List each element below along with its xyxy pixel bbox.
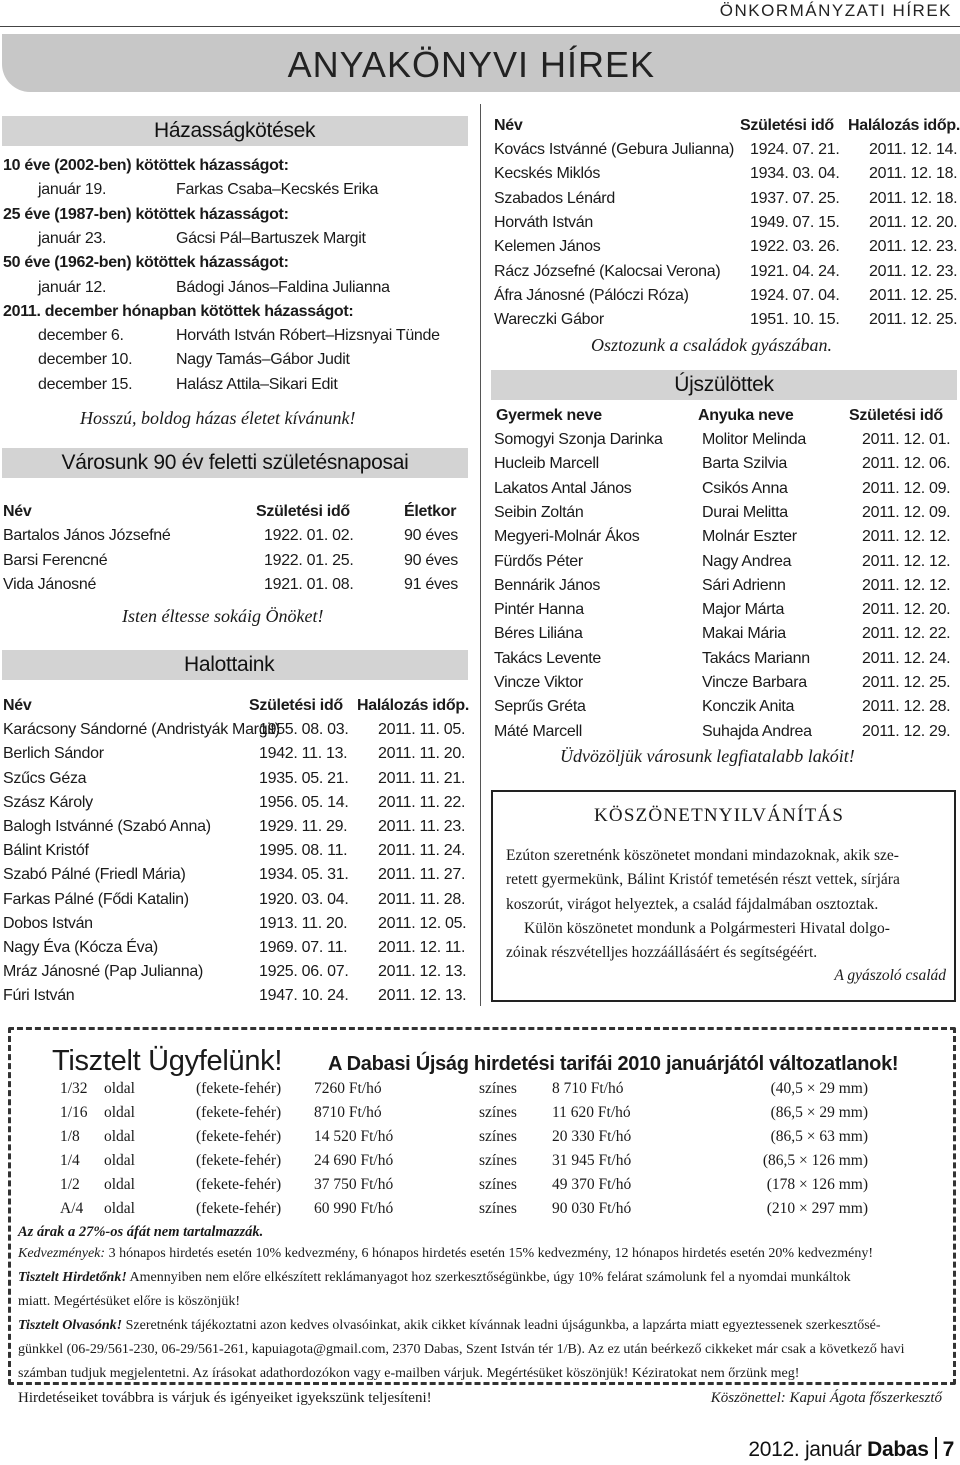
section-label: ÖNKORMÁNYZATI HÍREK: [719, 1, 952, 20]
ad-tariff-cell: 1/4: [60, 1152, 80, 1169]
deceased-col-header: Halálozás időp.: [357, 697, 469, 714]
column-divider: [480, 104, 481, 1006]
ad-tariff-cell: (86,5 × 63 mm): [770, 1128, 868, 1145]
ads-reader: [18, 1316, 881, 1336]
deceased-cont-cell: 2011. 12. 14.: [869, 141, 958, 158]
marriages-heading: [2, 116, 468, 146]
deceased-col-header: Születési idő: [249, 697, 343, 714]
marriage-date: december 6.: [38, 327, 124, 345]
marriage-date: január 12.: [38, 278, 107, 296]
newborn-cell: Konczik Anita: [702, 698, 795, 716]
marriage-names: Nagy Tamás–Gábor Judit: [176, 351, 350, 369]
newborn-cell: Seibin Zoltán: [494, 503, 584, 521]
birthday-col-header: Életkor: [404, 503, 457, 520]
ad-tariff-cell: (210 × 297 mm): [766, 1200, 868, 1217]
marriage-names: Horváth István Róbert–Hizsnyai Tünde: [176, 327, 440, 345]
marriages-title: Házasságkötések: [154, 119, 316, 142]
ad-tariff-cell: (86,5 × 29 mm): [770, 1104, 868, 1121]
newborn-cell: 2011. 12. 12.: [862, 552, 951, 570]
newborn-cell: Somogyi Szonja Darinka: [494, 431, 663, 448]
ad-tariff-cell: oldal: [104, 1080, 135, 1097]
deceased-cont-cell: 1922. 03. 26.: [750, 238, 840, 256]
discount-text: 3 hónapos hirdetés esetén 10% kedvezmény, 6 hónapos hirdetés esetén 15% kedvezmény, 12 hónapos hirdetés esetén 20% kedvezmény!: [108, 1246, 874, 1261]
deceased-cell: 1969. 07. 11.: [259, 939, 348, 956]
ad-tariff-cell: 8 710 Ft/hó: [552, 1080, 624, 1097]
ad-tariff-cell: színes: [479, 1080, 517, 1097]
thanks-line: Külön köszönetet mondunk a Polgármesteri Hivatal dolgo-: [524, 919, 890, 937]
discount-label: Kedvezmények:: [18, 1246, 106, 1261]
reader-text-1: Szeretnénk tájékoztatni azon kedves olvasóinkat, akik cikket kívánnak leadni újságunkba, a lapzárta miatt egyeztessenek szerkesztősé-: [125, 1318, 881, 1333]
ad-tariff-cell: oldal: [104, 1176, 135, 1193]
deceased-cell: 2011. 11. 22.: [378, 793, 466, 811]
deceased-cont-cell: 1937. 07. 25.: [750, 189, 840, 207]
deceased-cell: 2011. 11. 20.: [378, 745, 466, 763]
newborn-cell: Major Márta: [702, 601, 785, 619]
deceased-cont-cell: 1921. 04. 24.: [750, 262, 840, 280]
newborn-cell: Máté Marcell: [494, 722, 582, 740]
newborn-cell: Takács Levente: [494, 649, 601, 667]
ad-tariff-cell: A/4: [60, 1200, 84, 1217]
newborn-cell: Megyeri-Molnár Ákos: [494, 528, 640, 546]
ad-tariff-cell: (178 × 126 mm): [766, 1176, 868, 1193]
newborns-title: Újszülöttek: [674, 373, 774, 396]
deceased-cell: 2011. 12. 13.: [378, 963, 467, 981]
deceased-cont-col-header: Halálozás időp.: [848, 117, 960, 134]
marriage-date: január 19.: [38, 181, 107, 199]
deceased-cell: 1913. 11. 20.: [259, 914, 348, 932]
ads-reader-3: számban tudjuk megjelentetni. Az írásokat adathordozókon vagy e-mailben várjuk. Megértésüket köszönjük! Kéziratokat nem őrzünk meg!: [18, 1366, 800, 1381]
newborns-wish: Üdvözöljük városunk legfiatalabb lakóit!: [560, 746, 855, 766]
newborn-cell: Molnár Eszter: [702, 528, 797, 546]
ads-closing: Hirdetéseiket továbbra is várjuk és igényeiket igyekszünk teljesíteni!: [18, 1390, 432, 1406]
newborn-cell: 2011. 12. 28.: [862, 698, 951, 716]
newborn-cell: Nagy Andrea: [702, 552, 792, 570]
deceased-cell: 2011. 11. 21.: [378, 769, 466, 787]
ad-tariff-cell: 37 750 Ft/hó: [314, 1176, 394, 1193]
marriage-group-heading: 50 éve (1962-ben) kötöttek házasságot:: [3, 254, 289, 272]
newborns-col-header: Gyermek neve: [496, 407, 602, 424]
page-number: 7: [942, 1438, 954, 1461]
newborn-cell: Hucleib Marcell: [494, 455, 599, 473]
ad-tariff-cell: (fekete-fehér): [196, 1128, 282, 1145]
ad-tariff-cell: színes: [479, 1176, 517, 1193]
birthday-col-header: Születési idő: [256, 503, 350, 520]
deceased-cont-cell: 2011. 12. 18.: [869, 165, 958, 183]
ad-tariff-cell: (86,5 × 126 mm): [762, 1152, 868, 1169]
deceased-cell: Mráz Jánosné (Pap Julianna): [3, 963, 204, 981]
deceased-cont-cell: 1924. 07. 21.: [750, 141, 840, 158]
newborn-cell: Barta Szilvia: [702, 455, 788, 473]
deceased-cont-cell: Kelemen János: [494, 238, 601, 256]
newborn-cell: Suhajda Andrea: [702, 722, 812, 740]
newborns-col-header: Születési idő: [849, 407, 943, 424]
deceased-cell: 1956. 05. 14.: [259, 793, 349, 811]
ad-tariff-cell: 60 990 Ft/hó: [314, 1200, 394, 1217]
ad-tariff-cell: 31 945 Ft/hó: [552, 1152, 632, 1169]
ad-tariff-cell: oldal: [104, 1200, 135, 1217]
newborn-cell: Vincze Barbara: [702, 674, 807, 691]
deceased-col-header: Név: [3, 697, 32, 714]
deceased-cell: Dobos István: [3, 914, 93, 932]
deceased-cell: 1920. 03. 04.: [259, 890, 349, 908]
newborn-cell: 2011. 12. 01.: [862, 431, 951, 448]
birthday-cell: 91 éves: [404, 575, 458, 593]
ad-tariff-cell: 1/32: [60, 1080, 88, 1097]
ads-advertiser: [18, 1268, 851, 1288]
thanks-line: koszorút, virágot helyeztek, a család fájdalmában osztoztak.: [506, 895, 879, 913]
birthday-col-header: Név: [3, 503, 32, 520]
deceased-cont-cell: 2011. 12. 23.: [869, 262, 958, 280]
newborn-cell: 2011. 12. 06.: [862, 455, 951, 473]
ad-tariff-cell: (40,5 × 29 mm): [770, 1080, 868, 1097]
thanks-line: zóinak részvételljes hozzáállásáért és segítségéért.: [506, 944, 818, 962]
newborn-cell: 2011. 12. 25.: [862, 674, 951, 691]
newborn-cell: Seprűs Gréta: [494, 698, 586, 716]
deceased-cell: 2011. 11. 28.: [378, 890, 466, 908]
birthdays-heading: [2, 448, 468, 478]
deceased-cont-cell: Kecskés Miklós: [494, 165, 601, 183]
birthday-cell: Vida Jánosné: [3, 575, 97, 593]
deceased-cont-cell: Áfra Jánosné (Pálóczi Róza): [494, 286, 689, 304]
ads-editor: Köszönettel: Kapui Ágota főszerkesztő: [710, 1390, 942, 1406]
page-title: ANYAKÖNYVI HÍREK: [287, 44, 655, 85]
marriages-wish: Hosszú, boldog házas életet kívánunk!: [80, 408, 356, 428]
marriage-names: Gácsi Pál–Bartuszek Margit: [176, 229, 366, 247]
newborn-cell: Lakatos Antal János: [494, 479, 632, 497]
newborns-heading: [491, 370, 957, 400]
deceased-cell: Balogh Istvánné (Szabó Anna): [3, 818, 211, 835]
newborn-cell: Csikós Anna: [702, 479, 788, 497]
ad-tariff-cell: 90 030 Ft/hó: [552, 1200, 632, 1217]
ad-tariff-cell: oldal: [104, 1104, 135, 1121]
marriage-date: január 23.: [38, 229, 107, 247]
deceased-cont-cell: Kovács Istvánné (Gebura Julianna): [494, 141, 735, 158]
ad-tariff-cell: színes: [479, 1200, 517, 1217]
birthday-cell: 90 éves: [404, 551, 458, 569]
advertiser-text-1: Amennyiben nem előre elkészített reklámanyagot hoz szerkesztőségünkbe, úgy 10% felárat számolunk fel a nyomdai munkáltok: [129, 1270, 851, 1285]
deceased-cell: Karácsony Sándorné (Andristyák Margit): [3, 721, 280, 739]
ad-tariff-cell: (fekete-fehér): [196, 1104, 282, 1121]
ads-headline: A Dabasi Újság hirdetési tarifái 2010 januárjától változatlanok!: [328, 1053, 899, 1075]
deceased-cell: Szász Károly: [3, 793, 93, 811]
deceased-cell: 1955. 08. 03.: [259, 721, 349, 739]
deceased-heading: [2, 650, 468, 680]
ad-tariff-cell: 11 620 Ft/hó: [552, 1104, 631, 1121]
ads-reader-2: günkkel (06-29/561-230, 06-29/561-261, kapuiagota@gmail.com, 2370 Dabas, Szent István tér 1/B). Az ez után beérkező cikkeket már csak a következő havi: [18, 1342, 905, 1357]
newborn-cell: 2011. 12. 24.: [862, 649, 951, 667]
newborn-cell: Sári Adrienn: [702, 576, 786, 594]
newborn-cell: Pintér Hanna: [494, 601, 584, 619]
deceased-cell: Fúri István: [3, 987, 75, 1005]
deceased-cont-col-header: Név: [494, 117, 523, 134]
birthday-cell: 1921. 01. 08.: [264, 575, 354, 593]
ad-tariff-cell: (fekete-fehér): [196, 1176, 282, 1193]
deceased-cont-cell: Horváth István: [494, 213, 593, 231]
marriage-date: december 15.: [38, 375, 133, 393]
birthdays-title: Városunk 90 év feletti születésnaposai: [61, 451, 409, 474]
birthday-cell: 1922. 01. 25.: [264, 551, 354, 569]
thanks-line: retett gyermekünk, Bálint Kristóf temetésén részt vettek, sírjára: [506, 871, 900, 889]
marriage-group-heading: 25 éve (1987-ben) kötöttek házasságot:: [3, 205, 289, 223]
marriage-group-heading: 10 éve (2002-ben) kötöttek házasságot:: [3, 157, 289, 174]
deceased-cont-cell: 1924. 07. 04.: [750, 286, 840, 304]
deceased-cont-cell: 1951. 10. 15.: [750, 311, 840, 329]
deceased-cell: 2011. 12. 13.: [378, 987, 467, 1005]
newborn-cell: 2011. 12. 09.: [862, 479, 951, 497]
deceased-cont-cell: 2011. 12. 18.: [869, 189, 958, 207]
newborn-cell: 2011. 12. 12.: [862, 576, 951, 594]
deceased-cell: 1942. 11. 13.: [259, 745, 348, 763]
ad-tariff-cell: 1/2: [60, 1176, 80, 1193]
deceased-cell: 1929. 11. 29.: [259, 818, 348, 835]
reader-label: Tisztelt Olvasónk!: [18, 1318, 123, 1333]
ad-tariff-cell: színes: [479, 1152, 517, 1169]
newborn-cell: 2011. 12. 22.: [862, 625, 951, 643]
newborn-cell: 2011. 12. 20.: [862, 601, 951, 619]
deceased-cont-cell: 2011. 12. 23.: [869, 238, 958, 256]
birthday-cell: 1922. 01. 02.: [264, 527, 354, 545]
deceased-cont-cell: 2011. 12. 25.: [869, 286, 958, 304]
ad-tariff-cell: színes: [479, 1128, 517, 1145]
birthday-cell: Barsi Ferencné: [3, 551, 108, 569]
marriage-names: Farkas Csaba–Kecskés Erika: [176, 181, 379, 199]
newborn-cell: Makai Mária: [702, 625, 786, 643]
ad-tariff-cell: 1/16: [60, 1104, 88, 1121]
birthday-cell: Bartalos János Józsefné: [3, 527, 171, 545]
deceased-title: Halottaink: [184, 653, 275, 676]
deceased-cont-cell: 2011. 12. 20.: [869, 213, 958, 231]
ad-tariff-cell: 7260 Ft/hó: [314, 1080, 382, 1097]
deceased-cell: Farkas Pálné (Fődi Katalin): [3, 890, 189, 908]
footer-separator: [935, 1437, 937, 1459]
deceased-cell: 2011. 12. 11.: [378, 939, 466, 956]
thanks-title: KÖSZÖNETNYILVÁNÍTÁS: [594, 805, 845, 826]
ads-discount: [18, 1244, 873, 1264]
newborn-cell: Molitor Melinda: [702, 431, 806, 448]
newborn-cell: Béres Liliána: [494, 625, 583, 643]
ad-tariff-cell: (fekete-fehér): [196, 1200, 282, 1217]
deceased-cont-cell: 1949. 07. 15.: [750, 213, 840, 231]
ad-tariff-cell: (fekete-fehér): [196, 1152, 282, 1169]
ad-tariff-cell: 20 330 Ft/hó: [552, 1128, 632, 1145]
thanks-signature: A gyászoló család: [834, 967, 946, 984]
deceased-cont-cell: 1934. 03. 04.: [750, 165, 840, 183]
ads-vat: Az árak a 27%-os áfát nem tartalmazzák.: [18, 1224, 264, 1240]
deceased-cell: 2011. 11. 27.: [378, 866, 466, 884]
marriage-names: Halász Attila–Sikari Edit: [176, 375, 338, 393]
advertiser-label: Tisztelt Hirdetőnk!: [18, 1270, 127, 1285]
ad-tariff-cell: (fekete-fehér): [196, 1080, 282, 1097]
birthday-cell: 90 éves: [404, 527, 458, 545]
thanks-line: Ezúton szeretnénk köszönetet mondani mindazoknak, akik sze-: [506, 847, 899, 864]
ad-tariff-cell: színes: [479, 1104, 517, 1121]
deceased-cont-cell: Rácz Józsefné (Kalocsai Verona): [494, 262, 721, 280]
newborn-cell: Takács Mariann: [702, 649, 810, 667]
deceased-cell: Bálint Kristóf: [3, 842, 89, 860]
ad-tariff-cell: 49 370 Ft/hó: [552, 1176, 632, 1193]
newborn-cell: Bennárik János: [494, 576, 601, 594]
page-footer: [748, 1437, 954, 1462]
deceased-cell: 1947. 10. 24.: [259, 987, 349, 1005]
footer-date: 2012. január: [748, 1438, 862, 1461]
deceased-cell: 2011. 12. 05.: [378, 914, 467, 932]
deceased-cell: Nagy Éva (Kócza Éva): [3, 939, 158, 956]
newborn-cell: 2011. 12. 29.: [862, 722, 951, 740]
birthdays-wish: Isten éltesse sokáig Önöket!: [122, 606, 324, 626]
deceased-cell: 1925. 06. 07.: [259, 963, 349, 981]
ad-tariff-cell: 14 520 Ft/hó: [314, 1128, 394, 1145]
deceased-cell: Szűcs Géza: [3, 769, 87, 787]
ad-tariff-cell: 1/8: [60, 1128, 80, 1145]
marriage-group-heading: 2011. december hónapban kötöttek házasságot:: [3, 302, 354, 320]
ad-tariff-cell: oldal: [104, 1128, 135, 1145]
ads-headline-big: Tisztelt Ügyfelünk!: [52, 1045, 283, 1077]
deceased-cont-col-header: Születési idő: [740, 117, 834, 134]
newborn-cell: Durai Melitta: [702, 503, 788, 521]
top-rule: [0, 26, 960, 27]
deceased-cell: Szabó Pálné (Friedl Mária): [3, 866, 186, 884]
marriage-names: Bádogi János–Faldina Julianna: [176, 278, 390, 296]
deceased-cont-cell: Wareczki Gábor: [494, 311, 604, 329]
condolence-text: Osztozunk a családok gyászában.: [591, 335, 832, 355]
deceased-cell: 1934. 05. 31.: [259, 866, 349, 884]
deceased-cell: 1935. 05. 21.: [259, 769, 349, 787]
deceased-cell: 2011. 11. 23.: [378, 818, 466, 835]
newborn-cell: Vincze Viktor: [494, 674, 583, 691]
marriage-date: december 10.: [38, 351, 133, 369]
deceased-cell: 1995. 08. 11.: [259, 842, 348, 860]
newborn-cell: 2011. 12. 12.: [862, 528, 951, 546]
deceased-cont-cell: 2011. 12. 25.: [869, 311, 958, 329]
newborns-col-header: Anyuka neve: [698, 407, 794, 424]
ad-tariff-cell: 24 690 Ft/hó: [314, 1152, 394, 1169]
deceased-cell: 2011. 11. 24.: [378, 842, 466, 860]
deceased-cell: 2011. 11. 05.: [378, 721, 466, 739]
deceased-cell: Berlich Sándor: [3, 745, 104, 763]
deceased-cont-cell: Szabados Lénárd: [494, 189, 615, 207]
newborn-cell: 2011. 12. 09.: [862, 503, 951, 521]
ad-tariff-cell: oldal: [104, 1152, 135, 1169]
footer-town: Dabas: [867, 1438, 929, 1461]
newborn-cell: Fürdős Péter: [494, 552, 583, 570]
ads-advertiser-2: miatt. Megértésüket előre is köszönjük!: [18, 1294, 240, 1309]
ad-tariff-cell: 8710 Ft/hó: [314, 1104, 382, 1121]
